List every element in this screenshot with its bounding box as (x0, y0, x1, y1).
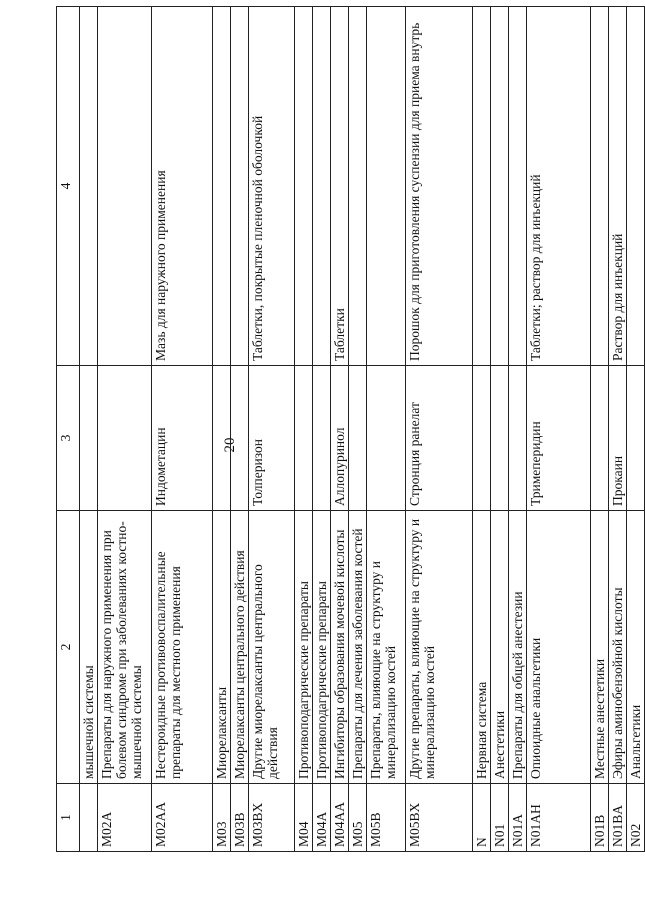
drug-name-cell (98, 366, 152, 511)
drug-name-cell (213, 366, 231, 511)
header-cell-col1: 1 (57, 784, 80, 852)
drug-name-cell (367, 366, 406, 511)
atc-code-cell: N01A (509, 784, 527, 852)
rotated-table-container (56, 7, 643, 852)
table-row (98, 7, 152, 852)
dosage-form-cell (313, 7, 331, 366)
drug-name-cell (80, 366, 98, 511)
drug-name-cell: Аллопуринол (331, 366, 349, 511)
atc-code-cell: M03B (231, 784, 249, 852)
dosage-form-cell (98, 7, 152, 366)
drug-name-cell (231, 366, 249, 511)
drug-name-cell (627, 366, 645, 511)
table-row (313, 7, 331, 852)
table-row (152, 7, 213, 852)
atc-code-cell: M03BX (249, 784, 295, 852)
header-row (57, 7, 80, 852)
dosage-form-cell (491, 7, 509, 366)
drug-name-cell (509, 366, 527, 511)
table-row (609, 7, 627, 852)
atc-code-cell: M04A (313, 784, 331, 852)
drug-name-cell: Индометацин (152, 366, 213, 511)
group-name-cell: Другие препараты, влияющие на структуру и минерализацию костей (406, 511, 473, 784)
drug-name-cell: Толперизон (249, 366, 295, 511)
table-row (231, 7, 249, 852)
drug-name-cell (473, 366, 491, 511)
group-name-cell: Препараты, влияющие на структуру и минерализацию костей (367, 511, 406, 784)
table-row (491, 7, 509, 852)
drug-name-cell (591, 366, 609, 511)
group-name-cell: Нестероидные противовоспалительные препараты для местного применения (152, 511, 213, 784)
group-name-cell: Анальгетики (627, 511, 645, 784)
atc-code-cell: M03 (213, 784, 231, 852)
header-cell-col3: 3 (57, 366, 80, 511)
dosage-form-cell: Таблетки (331, 7, 349, 366)
group-name-cell: Миорелаксанты центрального действия (231, 511, 249, 784)
dosage-form-cell: Раствор для инъекций (609, 7, 627, 366)
header-cell-col2: 2 (57, 511, 80, 784)
table-row (473, 7, 491, 852)
group-name-cell: Анестетики (491, 511, 509, 784)
group-name-cell: Ингибиторы образования мочевой кислоты (331, 511, 349, 784)
drug-name-cell (313, 366, 331, 511)
drug-name-cell (349, 366, 367, 511)
group-name-cell: Местные анестетики (591, 511, 609, 784)
drug-name-cell: Прокаин (609, 366, 627, 511)
group-name-cell: Нервная система (473, 511, 491, 784)
atc-code-cell: M04 (295, 784, 313, 852)
page-number: 20 (221, 437, 238, 453)
group-name-cell: Противоподагрические препараты (313, 511, 331, 784)
table-row (406, 7, 473, 852)
drug-name-cell (491, 366, 509, 511)
table-row (349, 7, 367, 852)
drug-name-cell: Тримеперидин (527, 366, 591, 511)
atc-code-cell: N01BA (609, 784, 627, 852)
group-name-cell: Эфиры аминобензойной кислоты (609, 511, 627, 784)
group-name-cell: Миорелаксанты (213, 511, 231, 784)
dosage-form-cell (231, 7, 249, 366)
dosage-form-cell (591, 7, 609, 366)
table-row (509, 7, 527, 852)
dosage-form-cell: Таблетки, покрытые пленочной оболочкой (249, 7, 295, 366)
atc-code-cell: M02AA (152, 784, 213, 852)
drug-classification-table (56, 6, 645, 852)
table-body (57, 7, 645, 852)
group-name-cell: Препараты для общей анестезии (509, 511, 527, 784)
group-name-cell: Другие миорелаксанты центрального действия (249, 511, 295, 784)
atc-code-cell (80, 784, 98, 852)
atc-code-cell: M02A (98, 784, 152, 852)
dosage-form-cell: Мазь для наружного применения (152, 7, 213, 366)
header-cell-col4: 4 (57, 7, 80, 366)
atc-code-cell: M05B (367, 784, 406, 852)
atc-code-cell: M05 (349, 784, 367, 852)
table-row (249, 7, 295, 852)
atc-code-cell: N (473, 784, 491, 852)
dosage-form-cell (473, 7, 491, 366)
dosage-form-cell (295, 7, 313, 366)
table-row (331, 7, 349, 852)
drug-name-cell: Стронция ранелат (406, 366, 473, 511)
dosage-form-cell (627, 7, 645, 366)
table-row (591, 7, 609, 852)
table-row (295, 7, 313, 852)
group-name-cell: Опиоидные анальгетики (527, 511, 591, 784)
drug-name-cell (295, 366, 313, 511)
dosage-form-cell (367, 7, 406, 366)
atc-code-cell: N01AH (527, 784, 591, 852)
dosage-form-cell (80, 7, 98, 366)
table-row (527, 7, 591, 852)
atc-code-cell: N02 (627, 784, 645, 852)
group-name-cell: Противоподагрические препараты (295, 511, 313, 784)
group-name-cell: мышечной системы (80, 511, 98, 784)
table-row (213, 7, 231, 852)
dosage-form-cell: Таблетки; раствор для инъекций (527, 7, 591, 366)
dosage-form-cell (349, 7, 367, 366)
atc-code-cell: M04AA (331, 784, 349, 852)
group-name-cell: Препараты для лечения заболевания костей (349, 511, 367, 784)
atc-code-cell: N01 (491, 784, 509, 852)
table-row (80, 7, 98, 852)
dosage-form-cell (509, 7, 527, 366)
atc-code-cell: N01B (591, 784, 609, 852)
atc-code-cell: M05BX (406, 784, 473, 852)
group-name-cell: Препараты для наружного применения при болевом синдроме при заболеваниях костно-мышечной системы (98, 511, 152, 784)
dosage-form-cell (213, 7, 231, 366)
table-row (367, 7, 406, 852)
dosage-form-cell: Порошок для приготовления суспензии для приема внутрь (406, 7, 473, 366)
table-row (627, 7, 645, 852)
